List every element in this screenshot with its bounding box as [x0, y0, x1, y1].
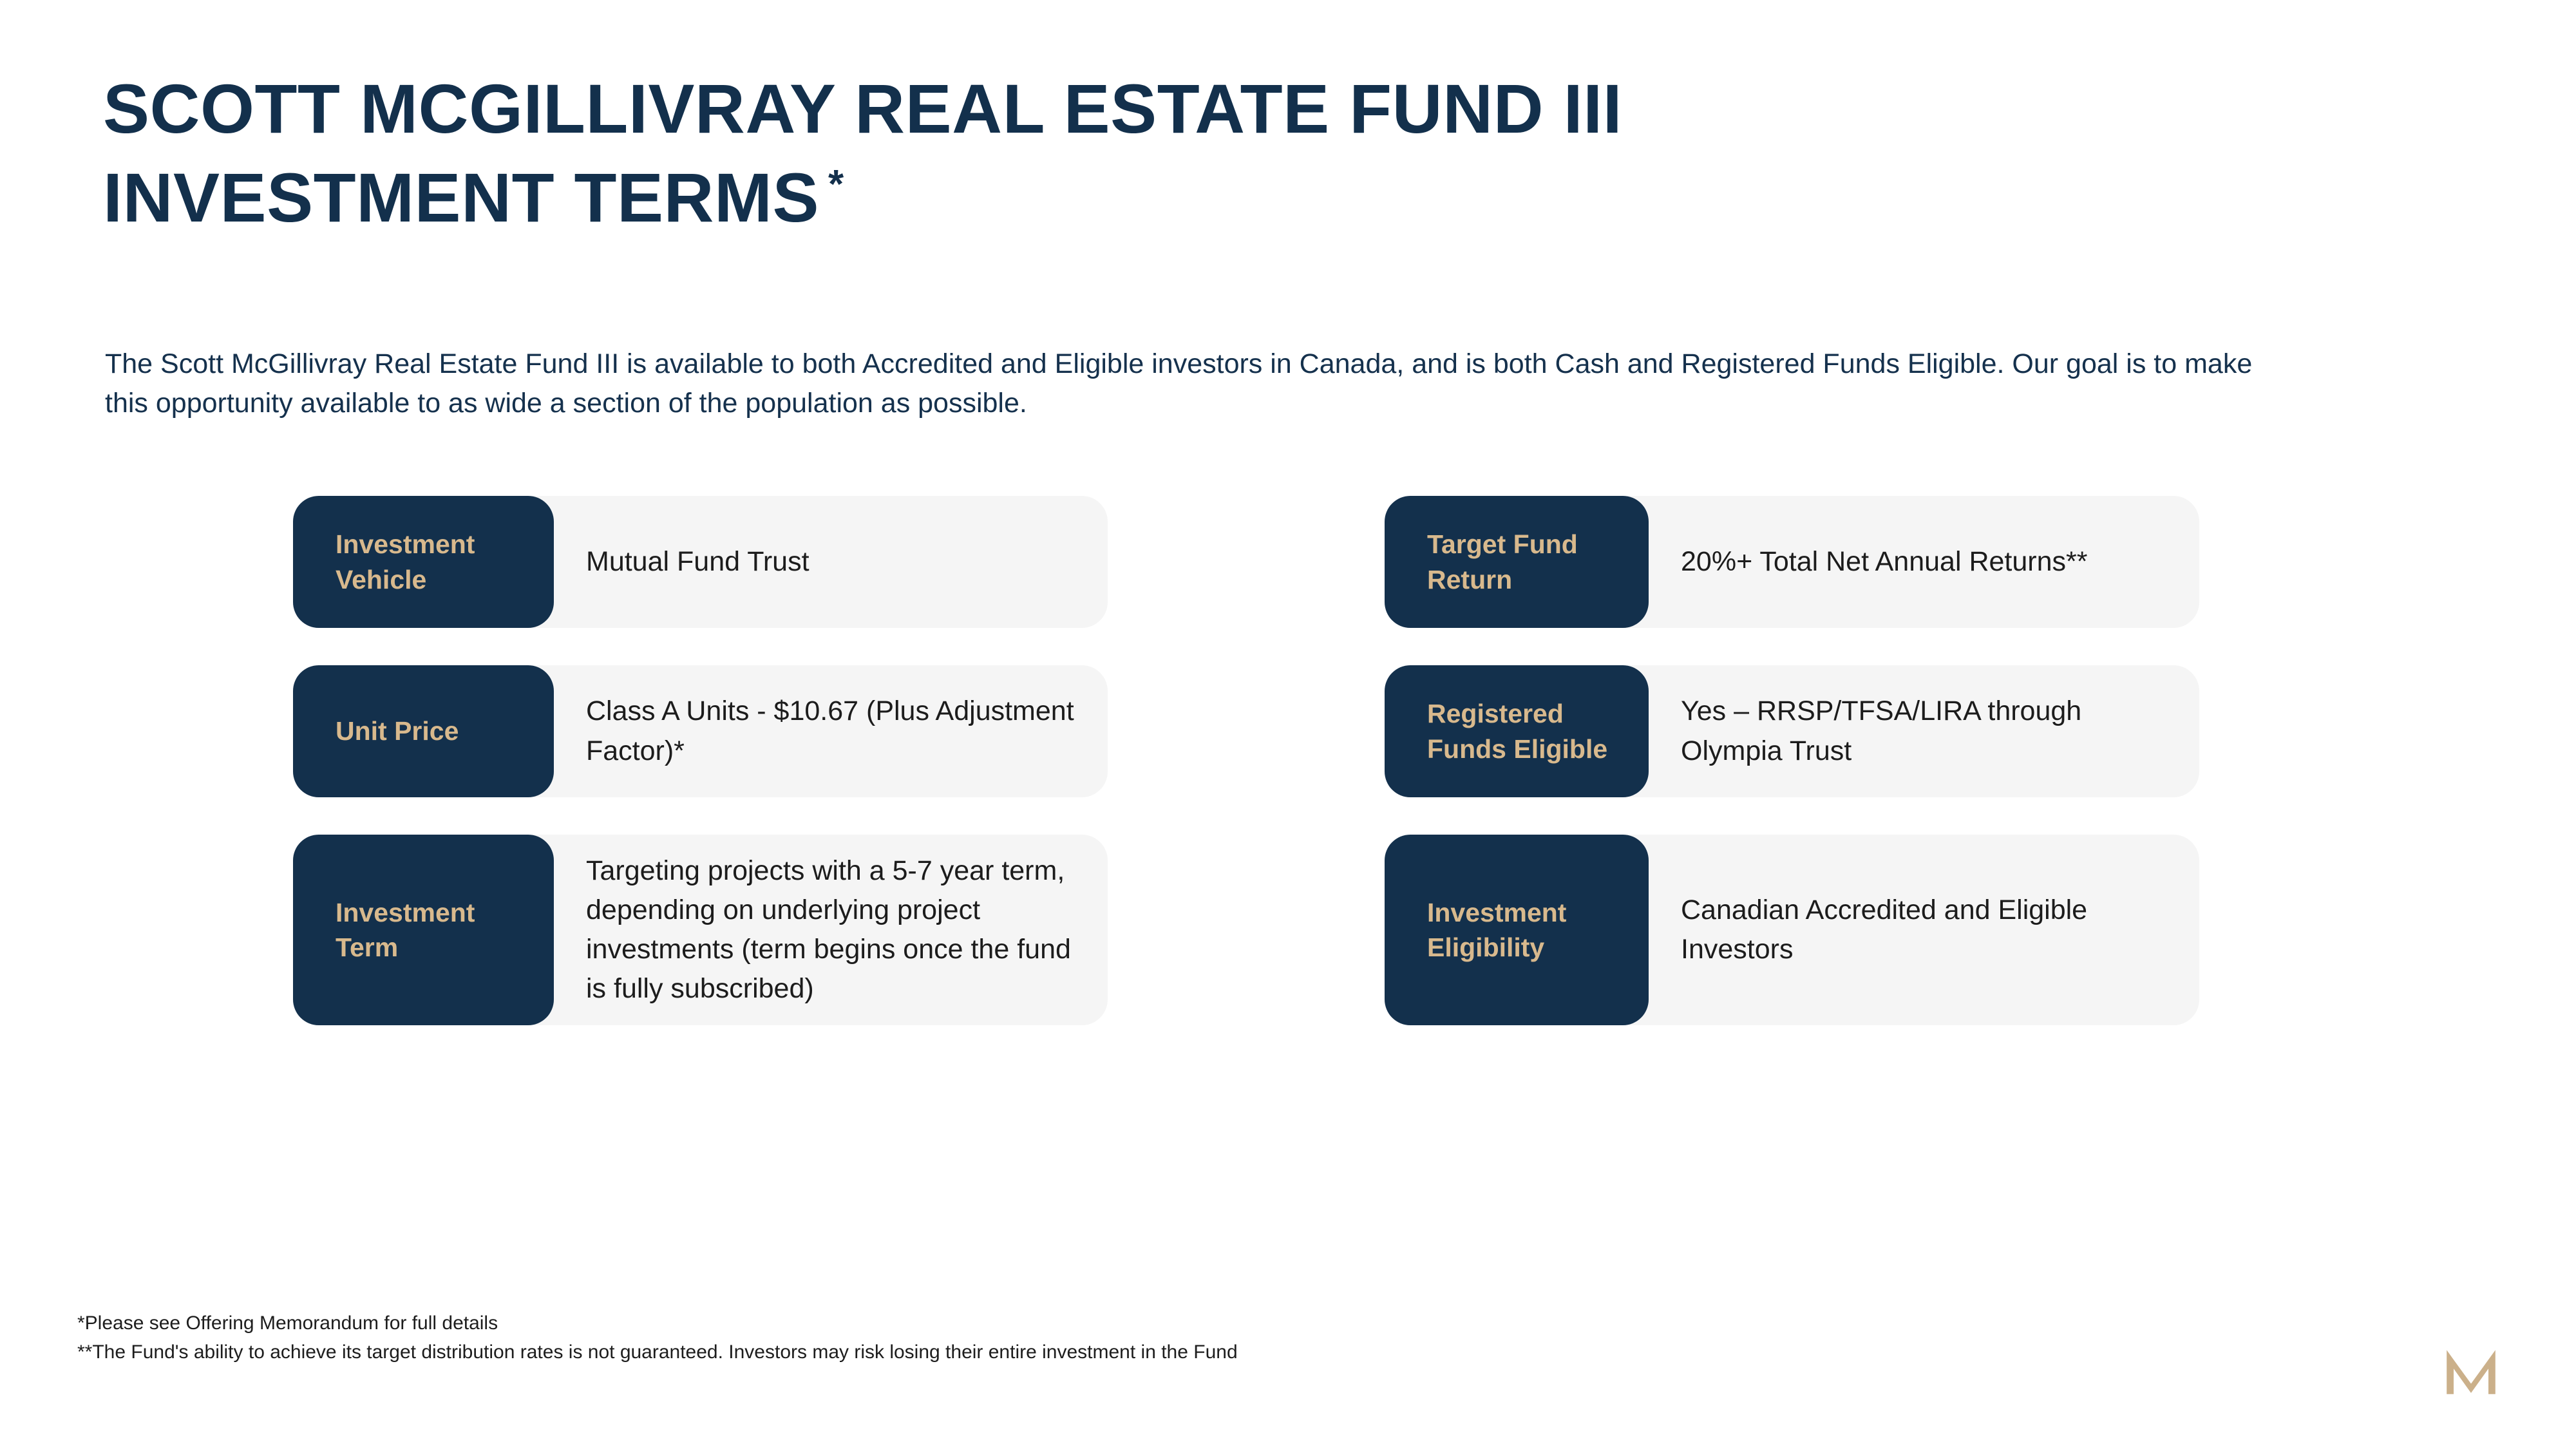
- term-value: Class A Units - $10.67 (Plus Adjustment Factor)*: [586, 696, 1074, 766]
- term-card-investment-term: [293, 835, 1108, 1025]
- term-value: 20%+ Total Net Annual Returns**: [1681, 545, 2088, 577]
- intro-paragraph: The Scott McGillivray Real Estate Fund III is available to both Accredited and Eligible investors in Canada, and is both Cash and Registered Funds Eligible. Our goal is to make this opportunity available to as wide a section of the population as possible.: [105, 348, 2253, 419]
- term-label: Target Fund Return: [1385, 496, 1649, 628]
- term-card-investment-eligibility: [1385, 835, 2199, 1025]
- page-title: [103, 64, 2293, 242]
- term-value: Canadian Accredited and Eligible Investors: [1681, 895, 2088, 965]
- term-value: Mutual Fund Trust: [586, 545, 810, 577]
- term-value: Targeting projects with a 5-7 year term, depending on underlying project investments (term begins once the fund is fully subscribed): [586, 855, 1071, 1005]
- term-label: Registered Funds Eligible: [1385, 665, 1649, 797]
- footnote-1: *Please see Offering Memorandum for full details: [77, 1312, 498, 1334]
- terms-grid: [293, 496, 2289, 1025]
- page-title-line-2: [103, 153, 2293, 242]
- term-card-registered-funds-eligible: [1385, 665, 2199, 797]
- footnote-2: **The Fund's ability to achieve its target distribution rates is not guaranteed. Investors may risk losing their entire investment in the Fund: [77, 1341, 1238, 1363]
- term-card-investment-vehicle: [293, 496, 1108, 628]
- m-monogram-logo-icon: [2442, 1341, 2500, 1399]
- page-title-line-1: SCOTT MCGILLIVRAY REAL ESTATE FUND III: [103, 70, 1623, 147]
- term-card-target-fund-return: [1385, 496, 2199, 628]
- term-label: Unit Price: [293, 665, 554, 797]
- footnotes: [77, 1309, 1238, 1367]
- term-card-unit-price: [293, 665, 1108, 797]
- term-value: Yes – RRSP/TFSA/LIRA through Olympia Trust: [1681, 696, 2082, 766]
- term-label: Investment Eligibility: [1385, 835, 1649, 1025]
- term-label: Investment Term: [293, 835, 554, 1025]
- term-label: Investment Vehicle: [293, 496, 554, 628]
- title-asterisk: *: [828, 162, 844, 207]
- page-title-line-2-text: INVESTMENT TERMS: [103, 158, 820, 237]
